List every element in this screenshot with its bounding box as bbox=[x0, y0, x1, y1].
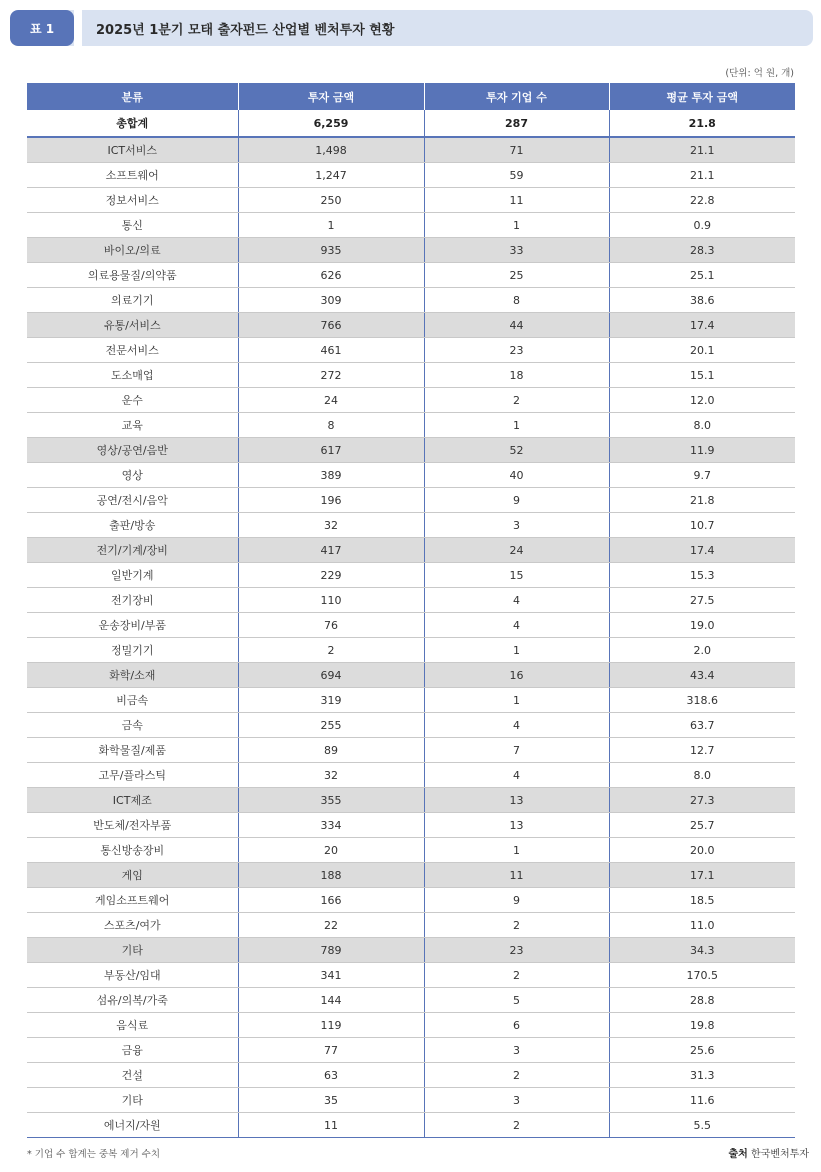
row-average: 19.0 bbox=[609, 613, 795, 638]
row-average: 25.7 bbox=[609, 813, 795, 838]
row-average: 170.5 bbox=[609, 963, 795, 988]
table-row bbox=[27, 1063, 795, 1088]
row-amount: 229 bbox=[238, 563, 424, 588]
row-companies: 1 bbox=[424, 638, 609, 663]
header-average: 평균 투자 금액 bbox=[609, 83, 795, 110]
table-number-badge: 표 1 bbox=[10, 10, 74, 46]
row-category: 스포츠/여가 bbox=[27, 913, 238, 938]
table-row bbox=[27, 738, 795, 763]
row-companies: 1 bbox=[424, 838, 609, 863]
row-category: 의료용물질/의약품 bbox=[27, 263, 238, 288]
row-companies: 2 bbox=[424, 913, 609, 938]
row-amount: 417 bbox=[238, 538, 424, 563]
row-category: 소프트웨어 bbox=[27, 163, 238, 188]
row-category: 전문서비스 bbox=[27, 338, 238, 363]
total-label: 총합계 bbox=[27, 110, 238, 137]
row-amount: 196 bbox=[238, 488, 424, 513]
row-amount: 309 bbox=[238, 288, 424, 313]
row-category: 통신 bbox=[27, 213, 238, 238]
row-category: 바이오/의료 bbox=[27, 238, 238, 263]
row-companies: 8 bbox=[424, 288, 609, 313]
row-amount: 272 bbox=[238, 363, 424, 388]
row-companies: 4 bbox=[424, 613, 609, 638]
category-row bbox=[27, 137, 795, 163]
header-amount: 투자 금액 bbox=[238, 83, 424, 110]
row-category: 화학/소재 bbox=[27, 663, 238, 688]
total-amount: 6,259 bbox=[238, 110, 424, 137]
row-average: 25.1 bbox=[609, 263, 795, 288]
source-note bbox=[729, 1145, 809, 1160]
row-average: 15.3 bbox=[609, 563, 795, 588]
row-category: 통신방송장비 bbox=[27, 838, 238, 863]
row-amount: 319 bbox=[238, 688, 424, 713]
table-row bbox=[27, 688, 795, 713]
row-companies: 1 bbox=[424, 213, 609, 238]
row-amount: 1,498 bbox=[238, 137, 424, 163]
row-category: 교육 bbox=[27, 413, 238, 438]
row-companies: 11 bbox=[424, 188, 609, 213]
row-category: ICT제조 bbox=[27, 788, 238, 813]
row-amount: 334 bbox=[238, 813, 424, 838]
row-category: 의료기기 bbox=[27, 288, 238, 313]
row-average: 17.4 bbox=[609, 313, 795, 338]
row-companies: 9 bbox=[424, 488, 609, 513]
row-average: 27.3 bbox=[609, 788, 795, 813]
row-amount: 935 bbox=[238, 238, 424, 263]
row-amount: 789 bbox=[238, 938, 424, 963]
table-row bbox=[27, 763, 795, 788]
table-row bbox=[27, 463, 795, 488]
row-average: 27.5 bbox=[609, 588, 795, 613]
table-row bbox=[27, 638, 795, 663]
row-average: 8.0 bbox=[609, 763, 795, 788]
total-average: 21.8 bbox=[609, 110, 795, 137]
row-average: 31.3 bbox=[609, 1063, 795, 1088]
row-companies: 4 bbox=[424, 713, 609, 738]
row-category: 섬유/의복/가죽 bbox=[27, 988, 238, 1013]
table-row bbox=[27, 388, 795, 413]
row-average: 21.1 bbox=[609, 163, 795, 188]
row-average: 21.8 bbox=[609, 488, 795, 513]
row-companies: 2 bbox=[424, 1113, 609, 1138]
table-row bbox=[27, 888, 795, 913]
row-companies: 13 bbox=[424, 813, 609, 838]
table-row bbox=[27, 613, 795, 638]
row-companies: 3 bbox=[424, 1088, 609, 1113]
row-category: 출판/방송 bbox=[27, 513, 238, 538]
row-average: 318.6 bbox=[609, 688, 795, 713]
row-amount: 389 bbox=[238, 463, 424, 488]
row-average: 12.0 bbox=[609, 388, 795, 413]
row-category: ICT서비스 bbox=[27, 137, 238, 163]
row-average: 43.4 bbox=[609, 663, 795, 688]
category-row bbox=[27, 438, 795, 463]
row-amount: 110 bbox=[238, 588, 424, 613]
row-category: 금속 bbox=[27, 713, 238, 738]
row-category: 에너지/자원 bbox=[27, 1113, 238, 1138]
row-companies: 44 bbox=[424, 313, 609, 338]
row-companies: 4 bbox=[424, 763, 609, 788]
row-average: 15.1 bbox=[609, 363, 795, 388]
row-companies: 33 bbox=[424, 238, 609, 263]
row-amount: 20 bbox=[238, 838, 424, 863]
row-category: 반도체/전자부품 bbox=[27, 813, 238, 838]
row-amount: 89 bbox=[238, 738, 424, 763]
row-category: 화학물질/제품 bbox=[27, 738, 238, 763]
row-amount: 255 bbox=[238, 713, 424, 738]
row-average: 5.5 bbox=[609, 1113, 795, 1138]
row-category: 공연/전시/음악 bbox=[27, 488, 238, 513]
row-category: 일반기계 bbox=[27, 563, 238, 588]
row-companies: 59 bbox=[424, 163, 609, 188]
row-companies: 25 bbox=[424, 263, 609, 288]
category-row bbox=[27, 238, 795, 263]
source-value: 한국벤처투자 bbox=[751, 1149, 809, 1160]
row-category: 기타 bbox=[27, 938, 238, 963]
row-companies: 18 bbox=[424, 363, 609, 388]
table-row bbox=[27, 513, 795, 538]
row-category: 운수 bbox=[27, 388, 238, 413]
header-companies: 투자 기업 수 bbox=[424, 83, 609, 110]
category-row bbox=[27, 863, 795, 888]
row-average: 8.0 bbox=[609, 413, 795, 438]
table-row bbox=[27, 838, 795, 863]
header-row bbox=[27, 83, 795, 110]
row-average: 2.0 bbox=[609, 638, 795, 663]
row-companies: 13 bbox=[424, 788, 609, 813]
row-average: 11.9 bbox=[609, 438, 795, 463]
row-amount: 77 bbox=[238, 1038, 424, 1063]
table-row bbox=[27, 713, 795, 738]
table-row bbox=[27, 1088, 795, 1113]
row-amount: 188 bbox=[238, 863, 424, 888]
row-companies: 23 bbox=[424, 938, 609, 963]
row-category: 도소매업 bbox=[27, 363, 238, 388]
row-average: 12.7 bbox=[609, 738, 795, 763]
row-amount: 626 bbox=[238, 263, 424, 288]
table-row bbox=[27, 163, 795, 188]
row-category: 금융 bbox=[27, 1038, 238, 1063]
table-row bbox=[27, 413, 795, 438]
row-companies: 1 bbox=[424, 688, 609, 713]
category-row bbox=[27, 663, 795, 688]
row-amount: 63 bbox=[238, 1063, 424, 1088]
table-row bbox=[27, 213, 795, 238]
row-companies: 16 bbox=[424, 663, 609, 688]
row-companies: 3 bbox=[424, 1038, 609, 1063]
row-amount: 76 bbox=[238, 613, 424, 638]
footnote: * 기업 수 합계는 중복 제거 수치 bbox=[27, 1149, 160, 1160]
row-amount: 461 bbox=[238, 338, 424, 363]
table-row bbox=[27, 363, 795, 388]
row-average: 0.9 bbox=[609, 213, 795, 238]
row-companies: 11 bbox=[424, 863, 609, 888]
total-companies: 287 bbox=[424, 110, 609, 137]
source-label: 출처 bbox=[728, 1149, 748, 1160]
row-category: 부동산/임대 bbox=[27, 963, 238, 988]
row-category: 게임 bbox=[27, 863, 238, 888]
row-companies: 23 bbox=[424, 338, 609, 363]
row-average: 11.6 bbox=[609, 1088, 795, 1113]
category-row bbox=[27, 788, 795, 813]
row-average: 25.6 bbox=[609, 1038, 795, 1063]
row-amount: 166 bbox=[238, 888, 424, 913]
category-row bbox=[27, 313, 795, 338]
header-category: 분류 bbox=[27, 83, 238, 110]
table-title: 2025년 1분기 모태 출자펀드 산업별 벤처투자 현황 bbox=[96, 22, 395, 38]
row-companies: 40 bbox=[424, 463, 609, 488]
row-average: 20.0 bbox=[609, 838, 795, 863]
table-row bbox=[27, 1113, 795, 1138]
table-body bbox=[27, 110, 795, 1138]
table-row bbox=[27, 988, 795, 1013]
table-row bbox=[27, 188, 795, 213]
row-average: 9.7 bbox=[609, 463, 795, 488]
table-row bbox=[27, 563, 795, 588]
row-average: 11.0 bbox=[609, 913, 795, 938]
row-average: 19.8 bbox=[609, 1013, 795, 1038]
row-amount: 1,247 bbox=[238, 163, 424, 188]
row-category: 게임소프트웨어 bbox=[27, 888, 238, 913]
row-average: 17.4 bbox=[609, 538, 795, 563]
row-companies: 2 bbox=[424, 963, 609, 988]
row-companies: 5 bbox=[424, 988, 609, 1013]
row-average: 38.6 bbox=[609, 288, 795, 313]
row-amount: 119 bbox=[238, 1013, 424, 1038]
row-amount: 24 bbox=[238, 388, 424, 413]
row-average: 28.8 bbox=[609, 988, 795, 1013]
row-category: 영상 bbox=[27, 463, 238, 488]
row-amount: 144 bbox=[238, 988, 424, 1013]
row-category: 정보서비스 bbox=[27, 188, 238, 213]
table-row bbox=[27, 963, 795, 988]
row-companies: 24 bbox=[424, 538, 609, 563]
row-category: 영상/공연/음반 bbox=[27, 438, 238, 463]
row-amount: 22 bbox=[238, 913, 424, 938]
row-companies: 9 bbox=[424, 888, 609, 913]
investment-table bbox=[27, 83, 795, 1138]
row-average: 18.5 bbox=[609, 888, 795, 913]
row-companies: 15 bbox=[424, 563, 609, 588]
row-category: 비금속 bbox=[27, 688, 238, 713]
row-amount: 8 bbox=[238, 413, 424, 438]
row-companies: 71 bbox=[424, 137, 609, 163]
row-companies: 4 bbox=[424, 588, 609, 613]
row-category: 기타 bbox=[27, 1088, 238, 1113]
total-row bbox=[27, 110, 795, 137]
row-amount: 11 bbox=[238, 1113, 424, 1138]
row-average: 22.8 bbox=[609, 188, 795, 213]
row-category: 정밀기기 bbox=[27, 638, 238, 663]
table-row bbox=[27, 338, 795, 363]
table-row bbox=[27, 588, 795, 613]
row-category: 건설 bbox=[27, 1063, 238, 1088]
unit-note: (단위: 억 원, 개) bbox=[725, 68, 794, 79]
row-category: 음식료 bbox=[27, 1013, 238, 1038]
row-companies: 6 bbox=[424, 1013, 609, 1038]
table-row bbox=[27, 1013, 795, 1038]
row-category: 유통/서비스 bbox=[27, 313, 238, 338]
row-category: 운송장비/부품 bbox=[27, 613, 238, 638]
row-amount: 341 bbox=[238, 963, 424, 988]
row-amount: 32 bbox=[238, 513, 424, 538]
row-average: 10.7 bbox=[609, 513, 795, 538]
table-row bbox=[27, 813, 795, 838]
table-title-bar bbox=[10, 10, 813, 46]
row-amount: 617 bbox=[238, 438, 424, 463]
row-average: 63.7 bbox=[609, 713, 795, 738]
row-average: 20.1 bbox=[609, 338, 795, 363]
row-amount: 694 bbox=[238, 663, 424, 688]
table-row bbox=[27, 288, 795, 313]
row-amount: 1 bbox=[238, 213, 424, 238]
row-category: 전기장비 bbox=[27, 588, 238, 613]
row-amount: 355 bbox=[238, 788, 424, 813]
table-row bbox=[27, 263, 795, 288]
row-amount: 766 bbox=[238, 313, 424, 338]
row-average: 34.3 bbox=[609, 938, 795, 963]
row-category: 고무/플라스틱 bbox=[27, 763, 238, 788]
row-average: 28.3 bbox=[609, 238, 795, 263]
row-average: 21.1 bbox=[609, 137, 795, 163]
row-amount: 32 bbox=[238, 763, 424, 788]
row-companies: 3 bbox=[424, 513, 609, 538]
row-companies: 2 bbox=[424, 1063, 609, 1088]
table-row bbox=[27, 488, 795, 513]
row-amount: 250 bbox=[238, 188, 424, 213]
row-companies: 52 bbox=[424, 438, 609, 463]
row-category: 전기/기계/장비 bbox=[27, 538, 238, 563]
table-row bbox=[27, 913, 795, 938]
table-row bbox=[27, 1038, 795, 1063]
row-amount: 2 bbox=[238, 638, 424, 663]
row-average: 17.1 bbox=[609, 863, 795, 888]
category-row bbox=[27, 938, 795, 963]
row-companies: 1 bbox=[424, 413, 609, 438]
row-amount: 35 bbox=[238, 1088, 424, 1113]
row-companies: 2 bbox=[424, 388, 609, 413]
category-row bbox=[27, 538, 795, 563]
row-companies: 7 bbox=[424, 738, 609, 763]
